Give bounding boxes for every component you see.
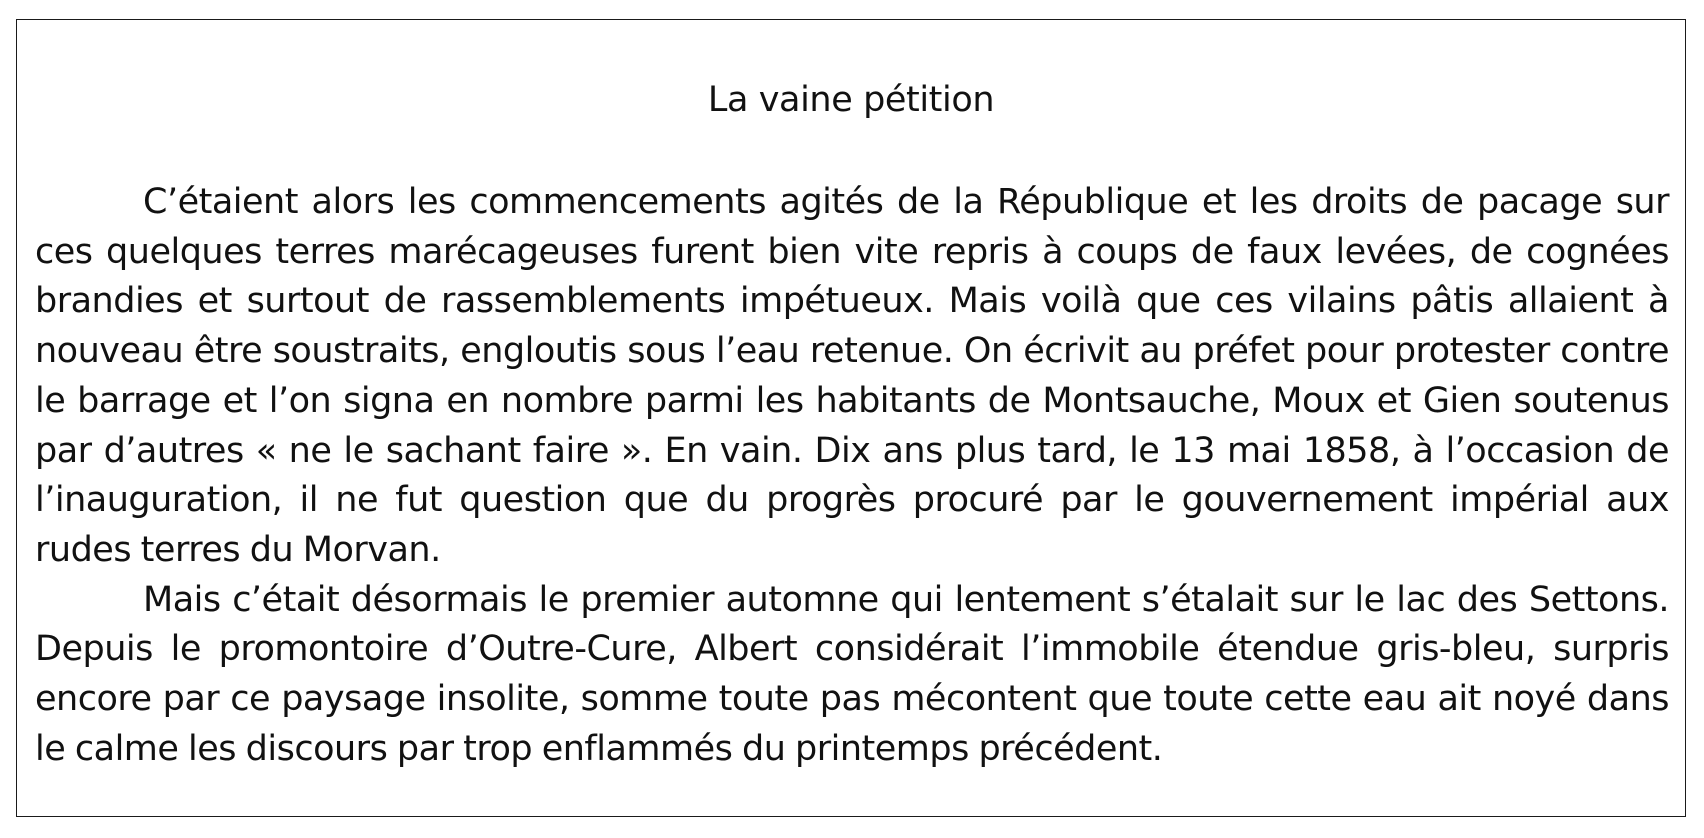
paragraph-1: C’étaient alors les commencements agités de la République et les droits de pacage sur ces quelques terres marécageuses furent bien vite repris à coups de faux levées, de cognées brandies et surtout de rassemblements impétueux. Mais voilà que ces vilains pâtis allaient à nouveau être soustraits, engloutis sous l’eau retenue. On écrivit au préfet pour protester contre le barrage et l’on signa en nombre parmi les habitants de Montsauche, Moux et Gien soutenus par d’autres « ne le sachant faire ». En vain. Dix ans plus tard, le 13 mai 1858, à l’occasion de l’inauguration, il ne fut question que du progrès procuré par le gouvernement impérial aux rudes terres du Morvan. bbox=[35, 182, 1669, 570]
document-body bbox=[35, 178, 1669, 774]
document-title: La vaine pétition bbox=[707, 80, 995, 120]
paragraph-2: Mais c’était désormais le premier automne qui lentement s’étalait sur le lac des Settons. Depuis le promontoire d’Outre-Cure, Albert considérait l’immobile étendue gris-bleu, surpris encore par ce paysage insolite, somme toute pas mécontent que toute cette eau ait noyé dans le calme les discours par trop enflammés du printemps précédent. bbox=[35, 579, 1669, 769]
document-frame bbox=[16, 19, 1686, 817]
